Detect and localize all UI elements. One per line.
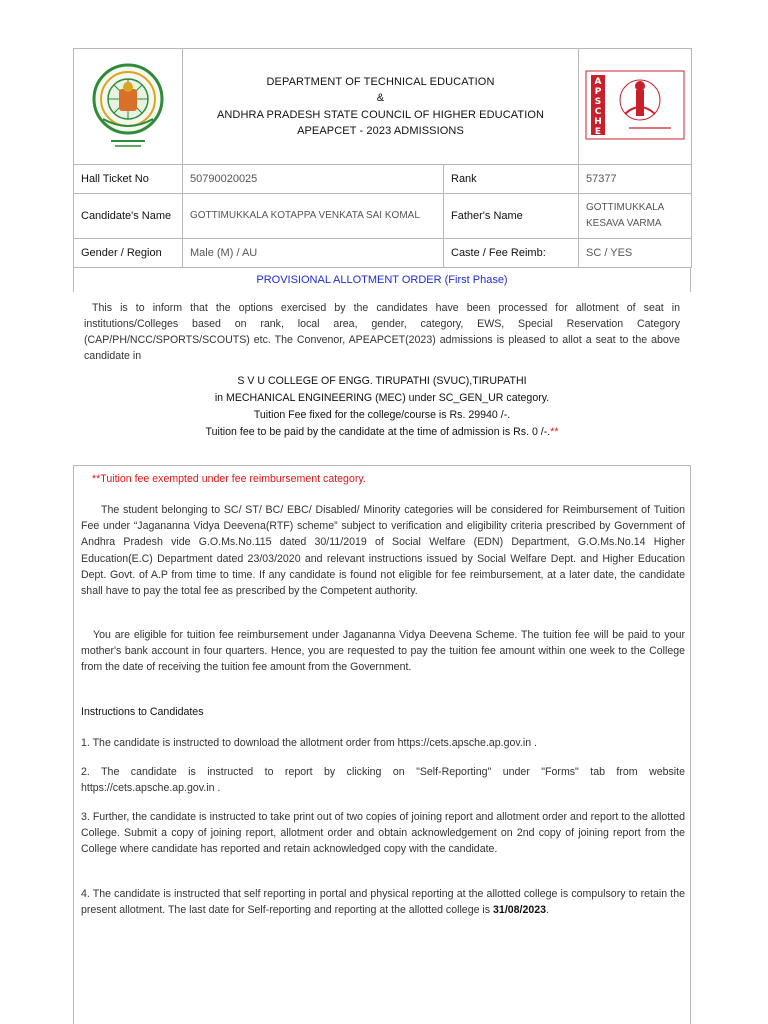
candidate-name-label: Candidate's Name [74,194,183,239]
council-title: ANDHRA PRADESH STATE COUNCIL OF HIGHER EDUCATION [216,108,545,121]
ampersand: & [376,92,385,104]
allotment-order-sheet [73,48,691,292]
svg-text:H: H [594,117,602,127]
svg-text:C: C [594,107,602,117]
apsche-logo-cell [579,49,692,165]
intro-paragraph: This is to inform that the options exercised by the candidates have been processed for allotment of seat in institutions/Colleges based on rank, local area, gender, category, EWS, Special Reservation Category (CAP/PH/NCC/SPORTS/SCOUTS) etc. The Convenor, APEAPCET(2023) admissions is pleased to allot a seat to the above candidate in [84,302,680,362]
svg-text:P: P [594,87,602,97]
ap-government-emblem-icon [89,59,167,151]
rank-label: Rank [444,165,579,194]
rank-value: 57377 [579,165,692,194]
allotment-details [84,373,680,441]
header-title-block [183,49,579,165]
svg-text:S: S [594,97,602,107]
caste-fee-value: SC / YES [579,239,692,268]
instruction-2: 2. The candidate is instructed to report by clicking on "Self-Reporting" under "Forms" tab from website https://cets.apsche.ap.gov.in . [81,766,685,795]
gender-region-value: Male (M) / AU [183,239,444,268]
header-table [73,48,692,268]
father-name-value: GOTTIMUKKALA KESAVA VARMA [579,194,692,239]
allotted-college: S V U COLLEGE OF ENGG. TIRUPATHI (SVUC),TIRUPATHI [237,375,527,387]
svg-text:A: A [594,77,602,87]
hall-ticket-label: Hall Ticket No [74,165,183,194]
instruction-3: 3. Further, the candidate is instructed to take print out of two copies of joining report and allotment order and report to the allotted College. Submit a copy of joining report, allotment order and obtain acknowledgement on 2nd copy of joining report from the College where candidate has reported and retain acknowledged copy with the candidate. [81,811,685,856]
department-title: DEPARTMENT OF TECHNICAL EDUCATION [266,75,495,88]
fee-to-pay-line [84,424,680,441]
hall-ticket-value: 50790020025 [183,165,444,194]
caste-fee-label: Caste / Fee Reimb: [444,239,579,268]
instruction-1: 1. The candidate is instructed to download the allotment order from https://cets.apsche.ap.gov.in . [81,737,537,749]
fee-marker: ** [550,426,559,438]
allotted-branch: in MECHANICAL ENGINEERING (MEC) under SC_GEN_UR category. [214,392,550,404]
svg-text:E: E [594,127,602,137]
reimbursement-paragraph: The student belonging to SC/ ST/ BC/ EBC/ Disabled/ Minority categories will be considered for Reimbursement of Tuition Fee under “Jagananna Vidya Deevena(RTF) scheme” subject to verification and eligibility criteria prescribed by Government of Andhra Pradesh vide G.O.Ms.No.115 dated 30/11/2019 of Social Welfare (EDN) Department, G.O.Ms.No.14 Higher Education(E.C) Department dated 23/03/2020 and relevant instructions issued by Social Welfare Dept. and Higher Education Dept. Govt. of A.P from time to time. If any candidate is found not eligible for fee reimbursement, at a later date, the candidate shall have to pay the total fee as prescribed by the Competent authority. [81,504,685,598]
eligible-paragraph: You are eligible for tuition fee reimbursement under Jagananna Vidya Deevena Scheme. The tuition fee will be paid to your mother's bank account in four quarters. Hence, you are requested to pay the tuition fee amount within one week to the College from the date of receiving the tuition fee amount from the Government. [81,629,685,674]
instructions-section [73,465,691,1024]
fee-fixed: Tuition Fee fixed for the college/course is Rs. 29940 /-. [253,409,511,421]
instruction-4-end: . [546,904,550,917]
last-reporting-date: 31/08/2023 [493,904,547,917]
gender-region-label: Gender / Region [74,239,183,268]
instruction-4-text: 4. The candidate is instructed that self reporting in portal and physical reporting at the allotted college is compulsory to retain the present allotment. The last date for Self-reporting and reporting at the allotted college is [81,888,685,917]
fee-to-pay: Tuition fee to be paid by the candidate at the time of admission is Rs. 0 /-. [205,426,551,438]
instructions-heading: Instructions to Candidates [81,706,204,718]
candidate-name-value: GOTTIMUKKALA KOTAPPA VENKATA SAI KOMAL [183,194,444,239]
admissions-title: APEAPCET - 2023 ADMISSIONS [297,125,464,137]
fee-exempt-note: **Tuition fee exempted under fee reimbursement category. [92,473,366,485]
allotment-title-box [73,268,691,292]
instruction-4 [81,886,685,918]
apsche-logo-icon [585,70,685,140]
allotment-order-title: PROVISIONAL ALLOTMENT ORDER (First Phase) [256,274,508,286]
ap-emblem-cell [74,49,183,165]
father-name-label: Father's Name [444,194,579,239]
